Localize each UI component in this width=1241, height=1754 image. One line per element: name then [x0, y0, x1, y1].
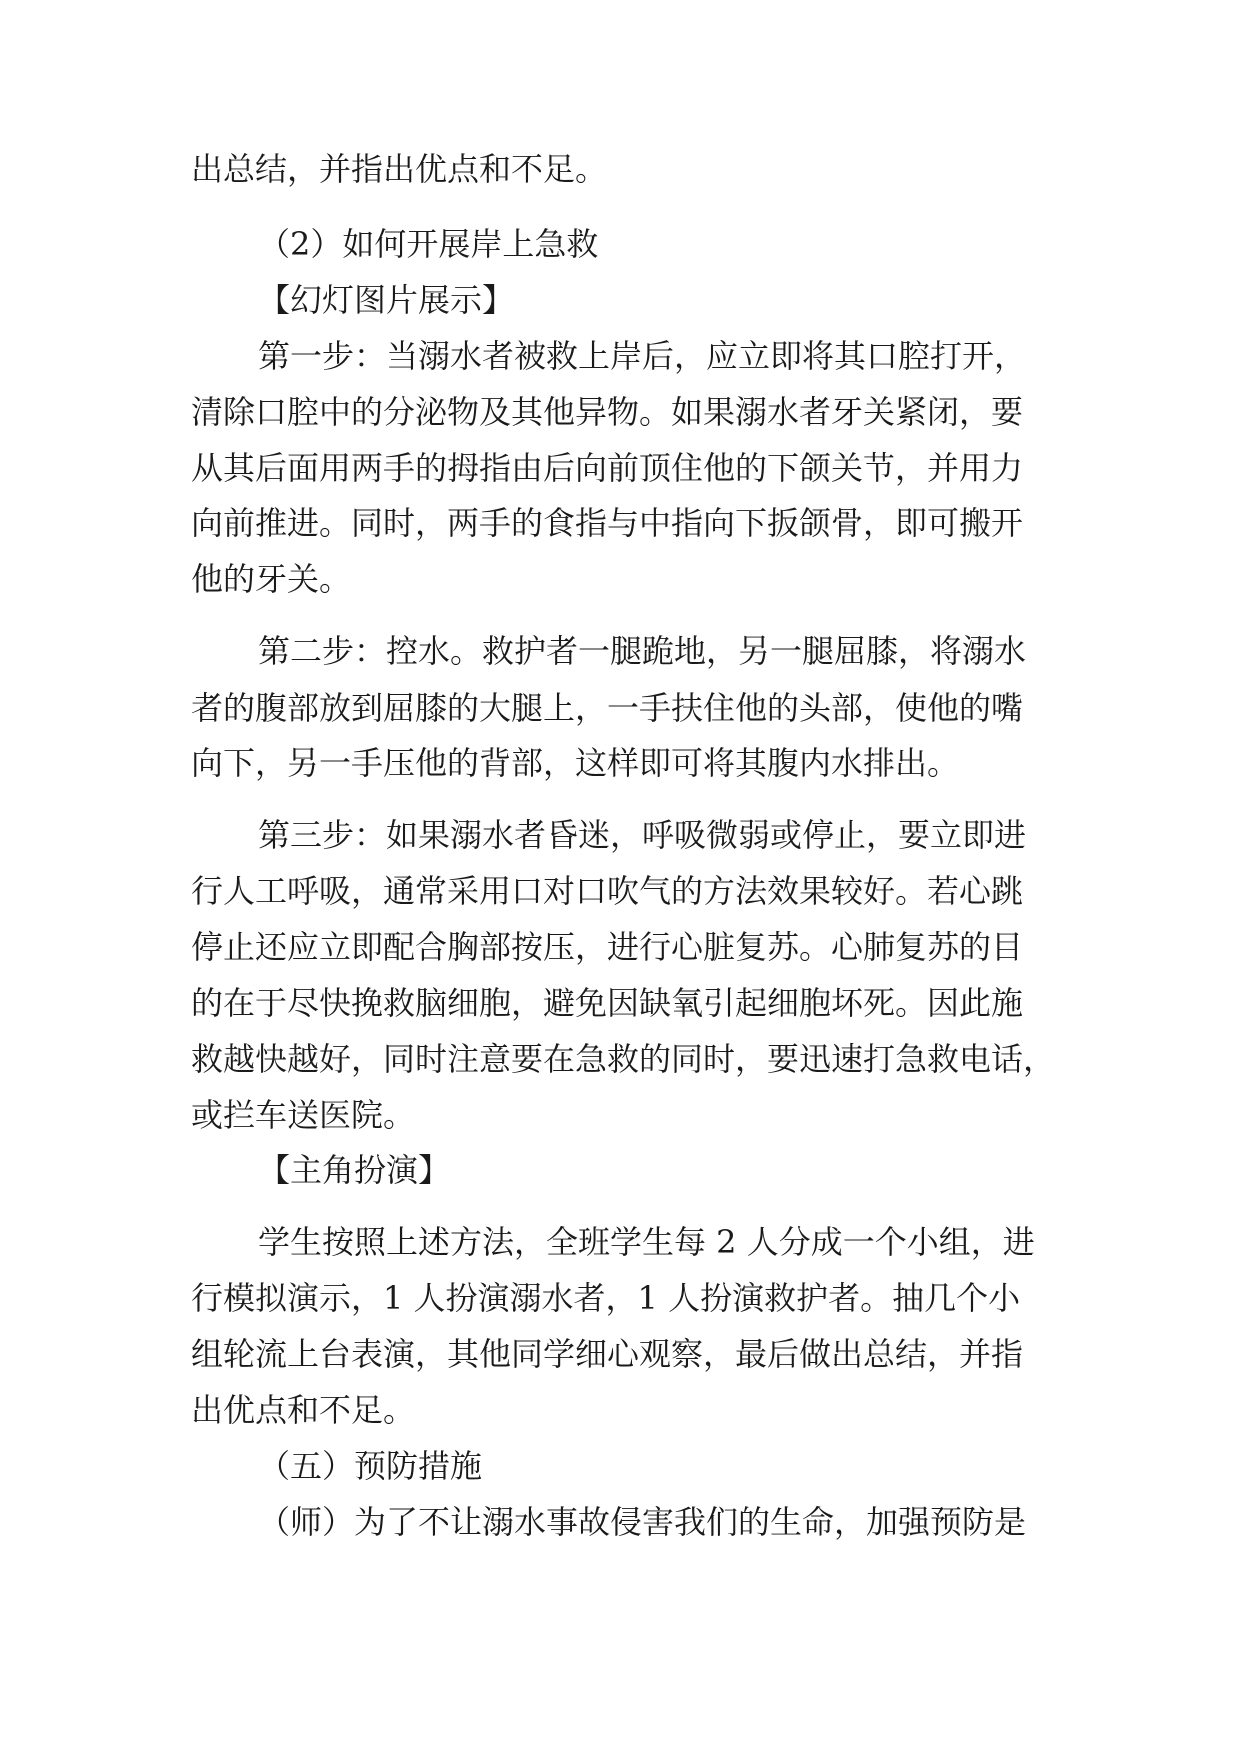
section-heading: （五）预防措施 — [258, 1447, 483, 1485]
text-line: （师）为了不让溺水事故侵害我们的生命，加强预防是 — [258, 1503, 1027, 1541]
text-line: 他的牙关。 — [191, 560, 352, 598]
text-line: 者的腹部放到屈膝的大腿上，一手扶住他的头部，使他的嘴 — [191, 689, 1024, 727]
text-line: 行人工呼吸，通常采用口对口吹气的方法效果较好。若心跳 — [191, 872, 1024, 910]
text-line: 学生按照上述方法，全班学生每 2 人分成一个小组，进 — [258, 1223, 1035, 1261]
text-line: 出优点和不足。 — [191, 1391, 416, 1429]
text-line: 的在于尽快挽救脑细胞，避免因缺氧引起细胞坏死。因此施 — [191, 984, 1024, 1022]
text-line: 向前推进。同时，两手的食指与中指向下扳颌骨，即可搬开 — [191, 504, 1024, 542]
text-line: 出总结，并指出优点和不足。 — [191, 150, 608, 188]
section-heading: 【主角扮演】 — [258, 1151, 451, 1189]
section-heading: 【幻灯图片展示】 — [258, 281, 515, 319]
text-line: 向下，另一手压他的背部，这样即可将其腹内水排出。 — [191, 744, 960, 782]
text-line: 第三步：如果溺水者昏迷，呼吸微弱或停止，要立即进 — [258, 816, 1027, 854]
text-line: 救越快越好，同时注意要在急救的同时，要迅速打急救电话， — [191, 1040, 1056, 1078]
text-line: 或拦车送医院。 — [191, 1096, 416, 1134]
text-line: 组轮流上台表演，其他同学细心观察，最后做出总结，并指 — [191, 1335, 1024, 1373]
text-line: 停止还应立即配合胸部按压，进行心脏复苏。心肺复苏的目 — [191, 928, 1024, 966]
text-line: 行模拟演示，1 人扮演溺水者，1 人扮演救护者。抽几个小 — [191, 1279, 1021, 1317]
text-line: 从其后面用两手的拇指由后向前顶住他的下颌关节，并用力 — [191, 449, 1024, 487]
text-line: 清除口腔中的分泌物及其他异物。如果溺水者牙关紧闭，要 — [191, 393, 1024, 431]
text-line: 第一步：当溺水者被救上岸后，应立即将其口腔打开， — [258, 337, 1027, 375]
section-heading: （2）如何开展岸上急救 — [258, 225, 599, 263]
text-line: 第二步：控水。救护者一腿跪地，另一腿屈膝，将溺水 — [258, 632, 1027, 670]
